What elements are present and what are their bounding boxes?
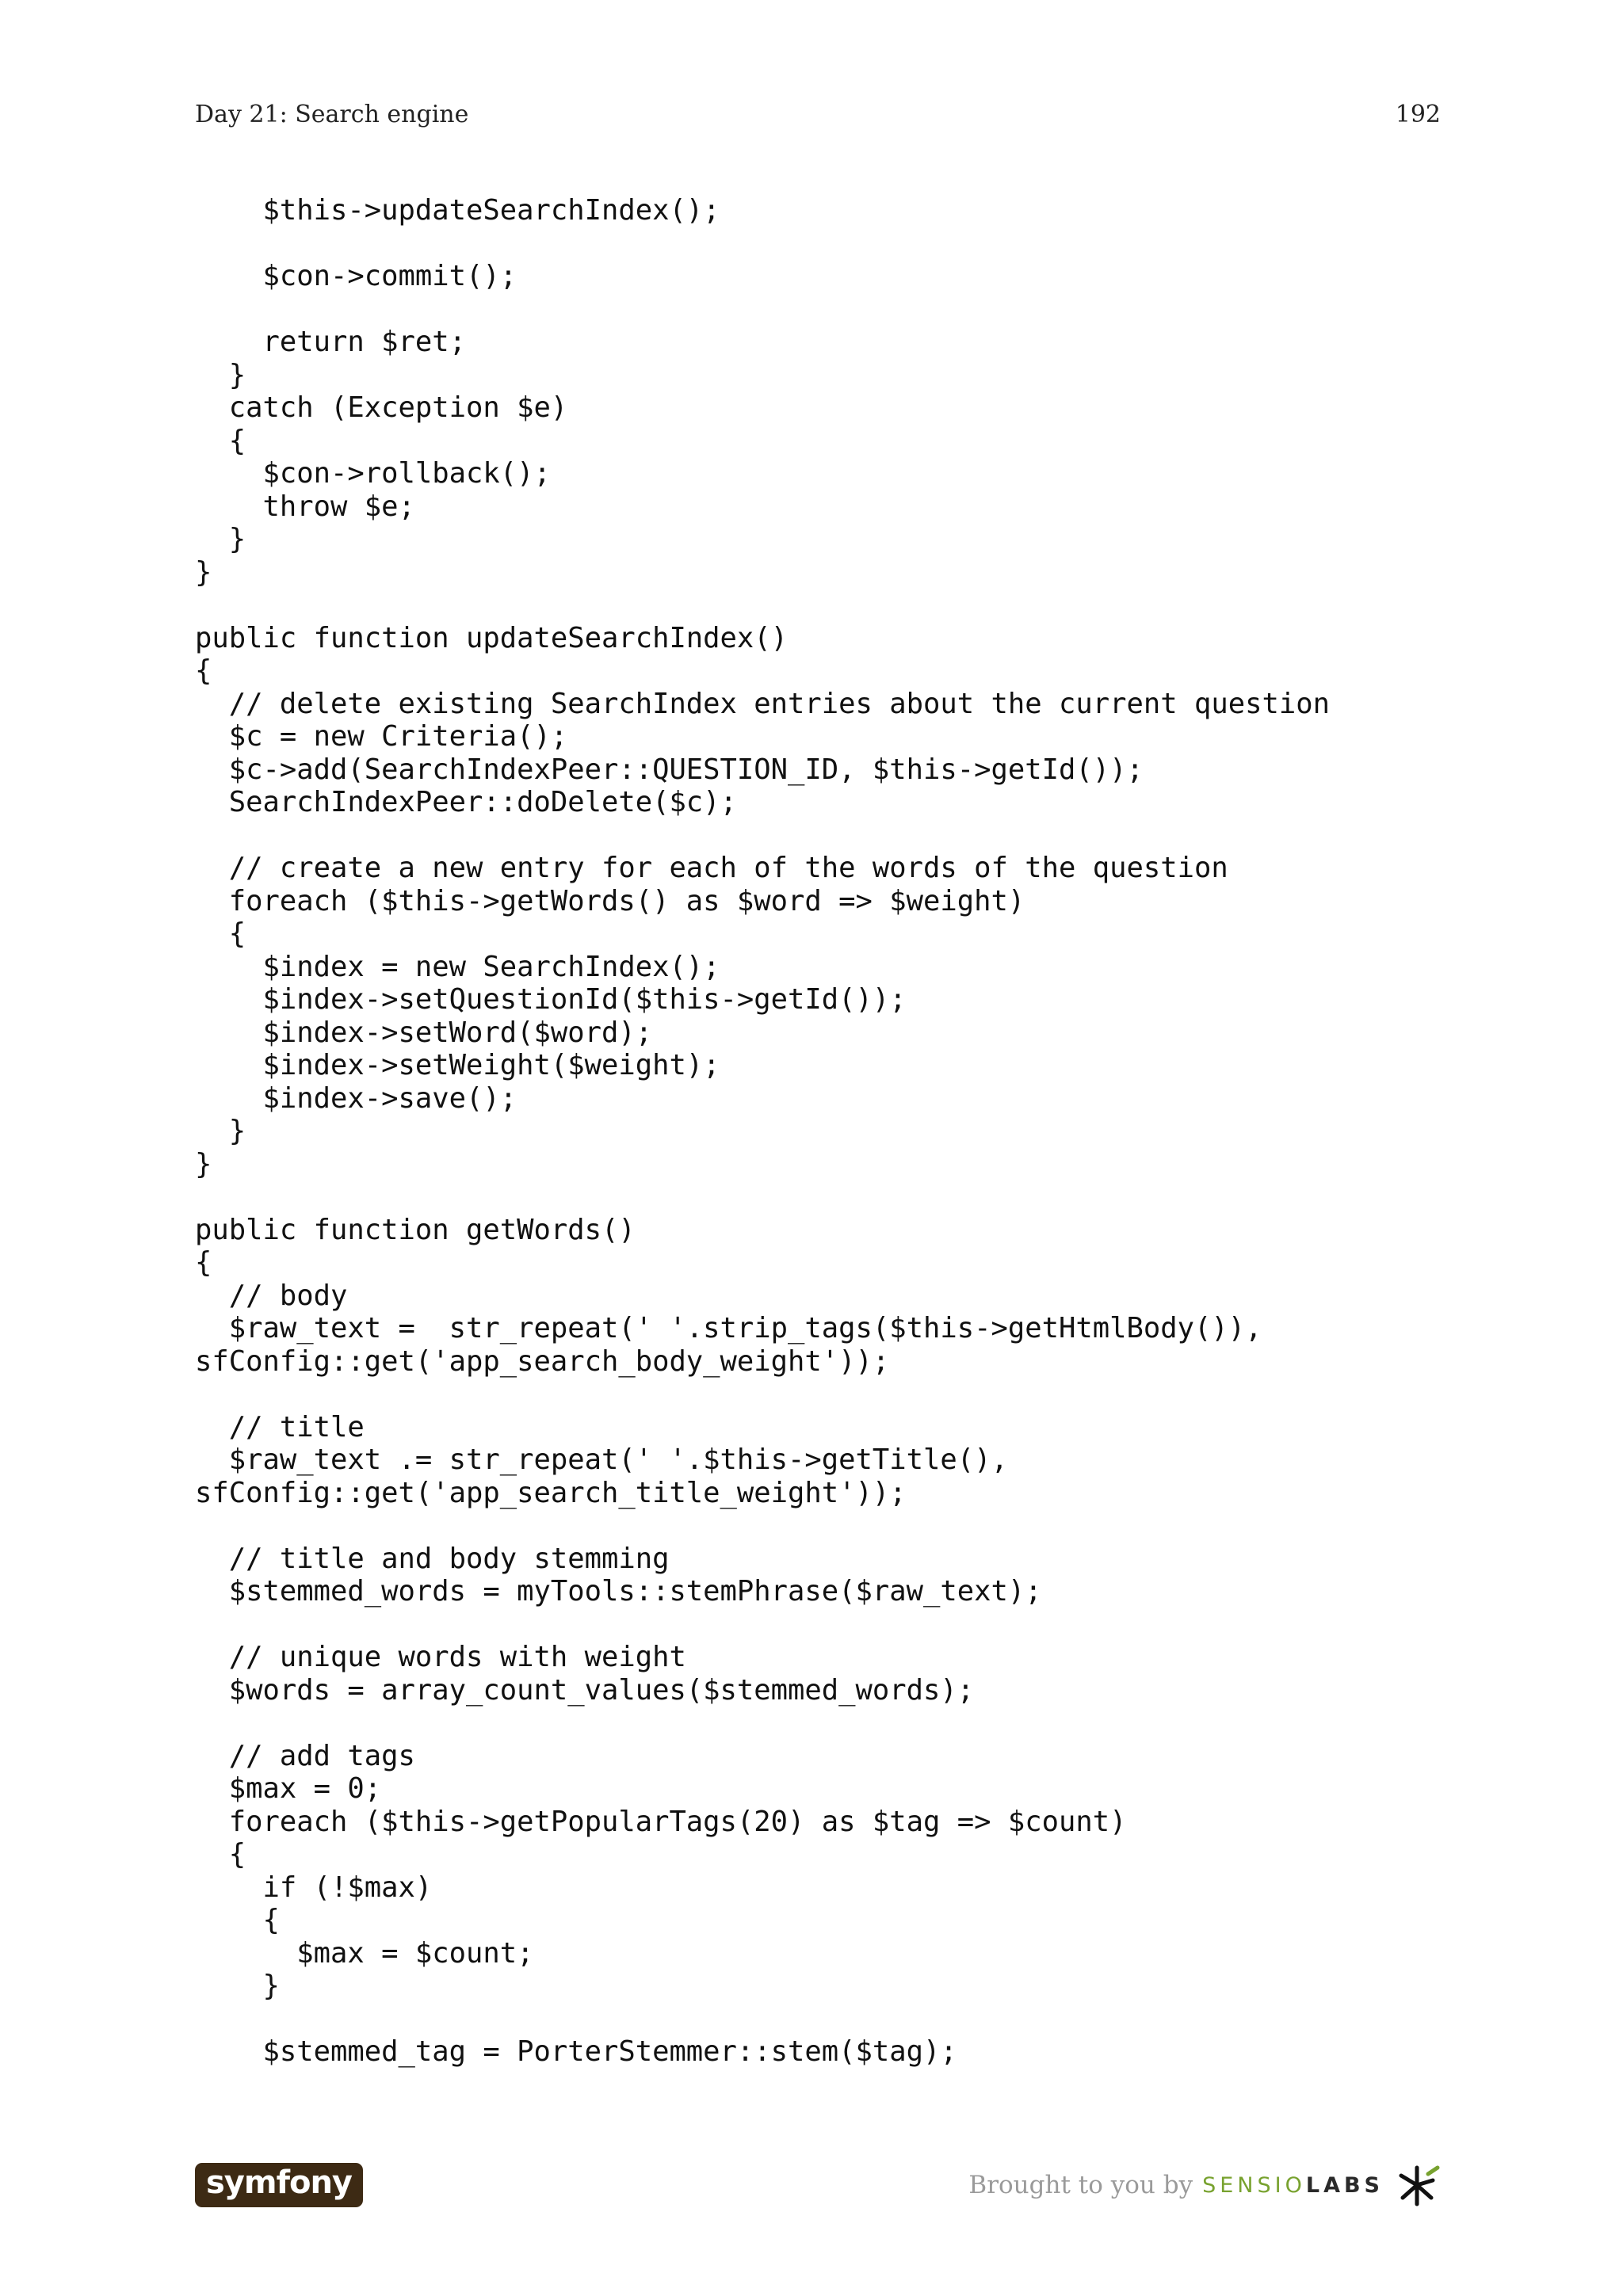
code-line [195,1707,1447,1740]
code-line: } [195,358,246,391]
code-line: $index = new SearchIndex(); [195,950,720,983]
code-line: public function updateSearchIndex() [195,621,789,654]
code-line: // title and body stemming [195,1542,670,1575]
code-line: { [195,917,246,950]
code-line: $con->rollback(); [195,457,551,490]
code-line: // title [195,1410,365,1444]
code-line: sfConfig::get('app_search_body_weight')); [195,1344,890,1378]
sensiolabs-icon [1393,2163,1441,2207]
code-line [195,1378,1447,1411]
code-line: { [195,1904,280,1936]
code-line: foreach ($this->getPopularTags(20) as $tag => $count) [195,1805,1127,1838]
code-line: SearchIndexPeer::doDelete($c); [195,786,737,818]
credit-text: Brought to you by [968,2171,1193,2199]
code-line: sfConfig::get('app_search_title_weight')); [195,1476,907,1509]
page-header [195,95,1441,133]
code-line: $stemmed_words = myTools::stemPhrase($raw_text); [195,1575,1042,1608]
chapter-title: Day 21: Search engine [195,100,469,128]
code-line [195,1608,1447,1642]
code-line: $raw_text = str_repeat(' '.strip_tags($this->getHtmlBody()), [195,1312,1262,1344]
code-line: $words = array_count_values($stemmed_words); [195,1673,975,1707]
code-line: $con->commit(); [195,260,517,292]
code-line [195,1509,1447,1543]
code-line: if (!$max) [195,1871,433,1904]
code-line: // add tags [195,1739,415,1772]
page-footer [195,2161,1441,2209]
code-line: $max = 0; [195,1772,382,1805]
code-line [195,227,1447,261]
code-line [195,589,1447,622]
code-line: // delete existing SearchIndex entries about the current question [195,687,1330,720]
code-line: $raw_text .= str_repeat(' '.$this->getTitle(), [195,1444,1008,1476]
code-line [195,819,1447,852]
code-line [195,1180,1447,1214]
code-line: $index->setWord($word); [195,1016,653,1049]
code-line: { [195,1246,212,1279]
code-line: catch (Exception $e) [195,391,568,424]
code-listing [195,194,1447,2069]
code-line: $max = $count; [195,1936,534,1970]
code-line: return $ret; [195,326,466,358]
code-line: } [195,1970,280,2002]
code-line: $index->setWeight($weight); [195,1049,720,1081]
code-line [195,293,1447,326]
code-line [195,2003,1447,2036]
code-line: { [195,424,246,457]
code-line: $this->updateSearchIndex(); [195,194,720,227]
code-line: foreach ($this->getWords() as $word => $weight) [195,884,1025,917]
code-line: $c = new Criteria(); [195,720,568,753]
code-line: $stemmed_tag = PorterStemmer::stem($tag); [195,2035,957,2068]
code-line: $c->add(SearchIndexPeer::QUESTION_ID, $this->getId()); [195,753,1144,786]
code-line: public function getWords() [195,1213,636,1246]
code-line: { [195,654,212,687]
code-line: $index->save(); [195,1081,517,1115]
code-line: { [195,1838,246,1871]
page-number: 192 [1395,100,1441,128]
code-line: } [195,523,246,555]
sensiolabs-logo [1202,2173,1384,2198]
code-line: // body [195,1279,348,1312]
code-line: // unique words with weight [195,1641,686,1673]
symfony-logo-text: symfony [206,2164,352,2201]
code-line: } [195,1115,246,1147]
sensio-logo-text: SENSIO [1202,2172,1306,2198]
code-line: // create a new entry for each of the words of the question [195,852,1228,884]
symfony-logo [195,2163,363,2207]
labs-logo-text: LABS [1305,2172,1384,2198]
code-line: $index->setQuestionId($this->getId()); [195,983,907,1016]
sponsor-credit [968,2163,1441,2207]
code-line: throw $e; [195,490,415,523]
code-line: } [195,1147,212,1180]
code-line: } [195,555,212,589]
